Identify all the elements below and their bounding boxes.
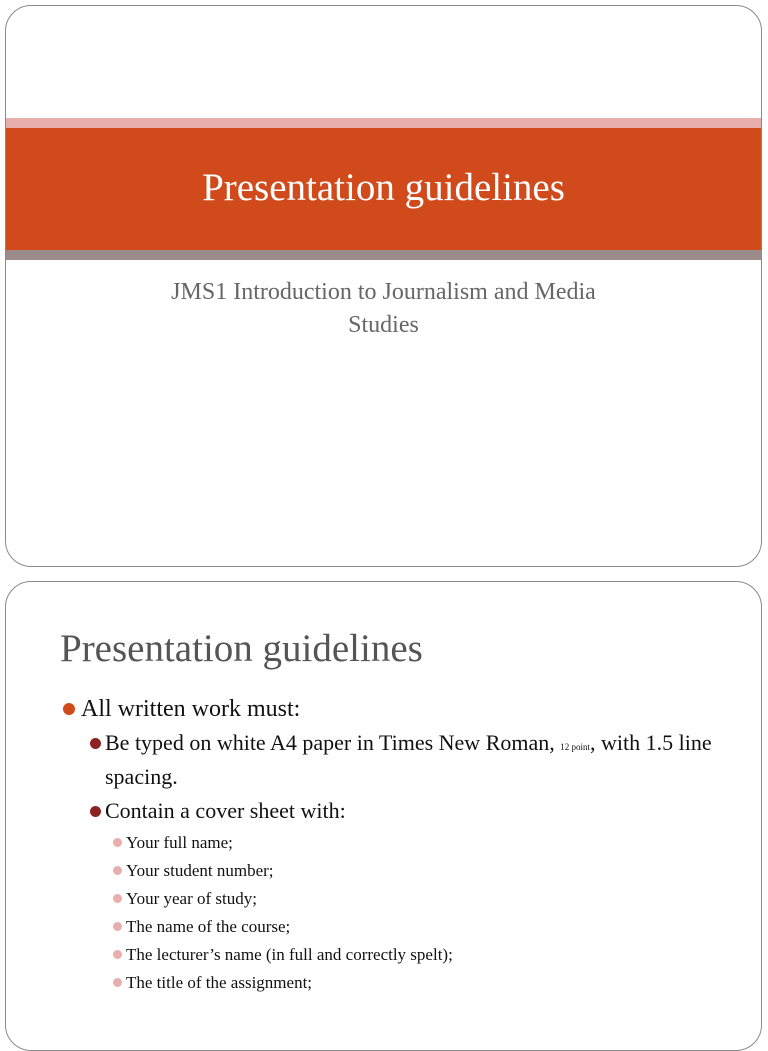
bullet-text: Your year of study; <box>126 889 257 908</box>
bullet-level3 <box>6 944 761 966</box>
bullet-text: The title of the assignment; <box>126 973 313 992</box>
bullet-text-part1: Be typed on white A4 paper in Times New Roman, <box>105 730 561 755</box>
bullet-dot-icon <box>113 950 122 959</box>
bullet-text: All written work must: <box>81 696 301 722</box>
bullet-text: Your full name; <box>126 833 233 852</box>
bullet-dot-icon <box>113 978 122 987</box>
subtitle-line-1: JMS1 Introduction to Journalism and Media <box>171 279 596 305</box>
title-slide <box>5 5 762 567</box>
content-slide <box>5 581 762 1051</box>
bullet-level3 <box>6 972 761 994</box>
bullet-list <box>6 694 761 994</box>
bullet-text-small: 12 point <box>560 742 591 752</box>
bullet-level3 <box>6 860 761 882</box>
bullet-dot-icon <box>113 922 122 931</box>
title-band-top-stripe <box>6 118 761 128</box>
slide-title: Presentation guidelines <box>202 165 565 209</box>
bullet-dot-icon <box>113 838 122 847</box>
content-slide-title: Presentation guidelines <box>60 627 423 670</box>
bullet-text: The lecturer’s name (in full and correctly spelt); <box>126 945 453 964</box>
bullet-text: Contain a cover sheet with: <box>105 798 346 823</box>
title-band-bottom-stripe <box>6 250 761 260</box>
bullet-text-part2: , with 1.5 line spacing. <box>105 730 712 789</box>
bullet-level3 <box>6 888 761 910</box>
slide-subtitle <box>106 276 661 342</box>
bullet-text: Your student number; <box>126 861 274 880</box>
bullet-dot-icon <box>90 738 101 749</box>
bullet-text: The name of the course; <box>126 917 291 936</box>
bullet-level1 <box>6 694 761 724</box>
bullet-level2 <box>6 728 761 792</box>
subtitle-line-2: Studies <box>348 312 419 338</box>
bullet-dot-icon <box>90 806 101 817</box>
bullet-level2 <box>6 796 761 826</box>
bullet-level3 <box>6 916 761 938</box>
bullet-dot-icon <box>63 703 75 715</box>
bullet-level3 <box>6 832 761 854</box>
title-band <box>6 128 761 250</box>
bullet-dot-icon <box>113 866 122 875</box>
bullet-dot-icon <box>113 894 122 903</box>
